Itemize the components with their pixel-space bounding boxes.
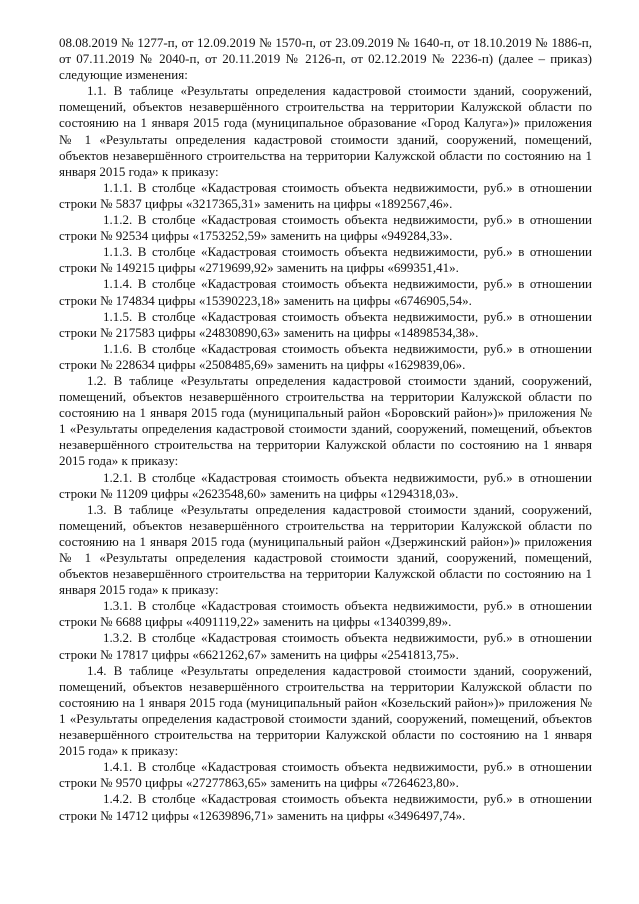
- clause-1-1-4: 1.1.4. В столбце «Кадастровая стоимость объекта недвижимости, руб.» в отношении строки № 174834 цифры «15390223,18» заменить на цифры «6746905,54».: [59, 276, 592, 308]
- clause-1-4: 1.4. В таблице «Результаты определения кадастровой стоимости зданий, сооружений, помещений, объектов незавершённого строительства на территории Калужской области по состоянию на 1 января 2015 года (муниципальный район «Козельский район»)» приложения № 1 «Результаты определения кадастровой стоимости зданий, сооружений, помещений, объектов незавершённого строительства на территории Калужской области по состоянию на 1 января 2015 года» к приказу:: [59, 662, 592, 759]
- intro-paragraph: 08.08.2019 № 1277-п, от 12.09.2019 № 1570-п, от 23.09.2019 № 1640-п, от 18.10.2019 № 1886-п, от 07.11.2019 № 2040-п, от 20.11.2019 № 2126-п, от 02.12.2019 № 2236-п) (далее – приказ) следующие изменения:: [59, 35, 592, 83]
- clause-1-2-1: 1.2.1. В столбце «Кадастровая стоимость объекта недвижимости, руб.» в отношении строки № 11209 цифры «2623548,60» заменить на цифры «1294318,03».: [59, 469, 592, 501]
- clause-1-4-2: 1.4.2. В столбце «Кадастровая стоимость объекта недвижимости, руб.» в отношении строки № 14712 цифры «12639896,71» заменить на цифры «3496497,74».: [59, 791, 592, 823]
- clause-1-1-2: 1.1.2. В столбце «Кадастровая стоимость объекта недвижимости, руб.» в отношении строки № 92534 цифры «1753252,59» заменить на цифры «949284,33».: [59, 212, 592, 244]
- clause-1-1-6: 1.1.6. В столбце «Кадастровая стоимость объекта недвижимости, руб.» в отношении строки № 228634 цифры «2508485,69» заменить на цифры «1629839,06».: [59, 340, 592, 372]
- clause-1-3: 1.3. В таблице «Результаты определения кадастровой стоимости зданий, сооружений, помещений, объектов незавершённого строительства на территории Калужской области по состоянию на 1 января 2015 года (муниципальный район «Дзержинский район»)» приложения № 1 «Результаты определения кадастровой стоимости зданий, сооружений, помещений, объектов незавершённого строительства на территории Калужской области по состоянию на 1 января 2015 года» к приказу:: [59, 501, 592, 598]
- clause-1-1: 1.1. В таблице «Результаты определения кадастровой стоимости зданий, сооружений, помещений, объектов незавершённого строительства на территории Калужской области по состоянию на 1 января 2015 года (муниципальное образование «Город Калуга»)» приложения № 1 «Результаты определения кадастровой стоимости зданий, сооружений, помещений, объектов незавершённого строительства на территории Калужской области по состоянию на 1 января 2015 года» к приказу:: [59, 83, 592, 179]
- clause-1-3-1: 1.3.1. В столбце «Кадастровая стоимость объекта недвижимости, руб.» в отношении строки № 6688 цифры «4091119,22» заменить на цифры «1340399,89».: [59, 598, 592, 630]
- clause-1-1-5: 1.1.5. В столбце «Кадастровая стоимость объекта недвижимости, руб.» в отношении строки № 217583 цифры «24830890,63» заменить на цифры «14898534,38».: [59, 308, 592, 340]
- clause-1-1-3: 1.1.3. В столбце «Кадастровая стоимость объекта недвижимости, руб.» в отношении строки № 149215 цифры «2719699,92» заменить на цифры «699351,41».: [59, 244, 592, 276]
- clause-1-3-2: 1.3.2. В столбце «Кадастровая стоимость объекта недвижимости, руб.» в отношении строки № 17817 цифры «6621262,67» заменить на цифры «2541813,75».: [59, 630, 592, 662]
- clause-1-4-1: 1.4.1. В столбце «Кадастровая стоимость объекта недвижимости, руб.» в отношении строки № 9570 цифры «27277863,65» заменить на цифры «7264623,80».: [59, 759, 592, 791]
- clause-1-1-1: 1.1.1. В столбце «Кадастровая стоимость объекта недвижимости, руб.» в отношении строки № 5837 цифры «3217365,31» заменить на цифры «1892567,46».: [59, 179, 592, 211]
- clause-1-2: 1.2. В таблице «Результаты определения кадастровой стоимости зданий, сооружений, помещений, объектов незавершённого строительства на территории Калужской области по состоянию на 1 января 2015 года (муниципальный район «Боровский район»)» приложения № 1 «Результаты определения кадастровой стоимости зданий, сооружений, помещений, объектов незавершённого строительства на территории Калужской области по состоянию на 1 января 2015 года» к приказу:: [59, 372, 592, 469]
